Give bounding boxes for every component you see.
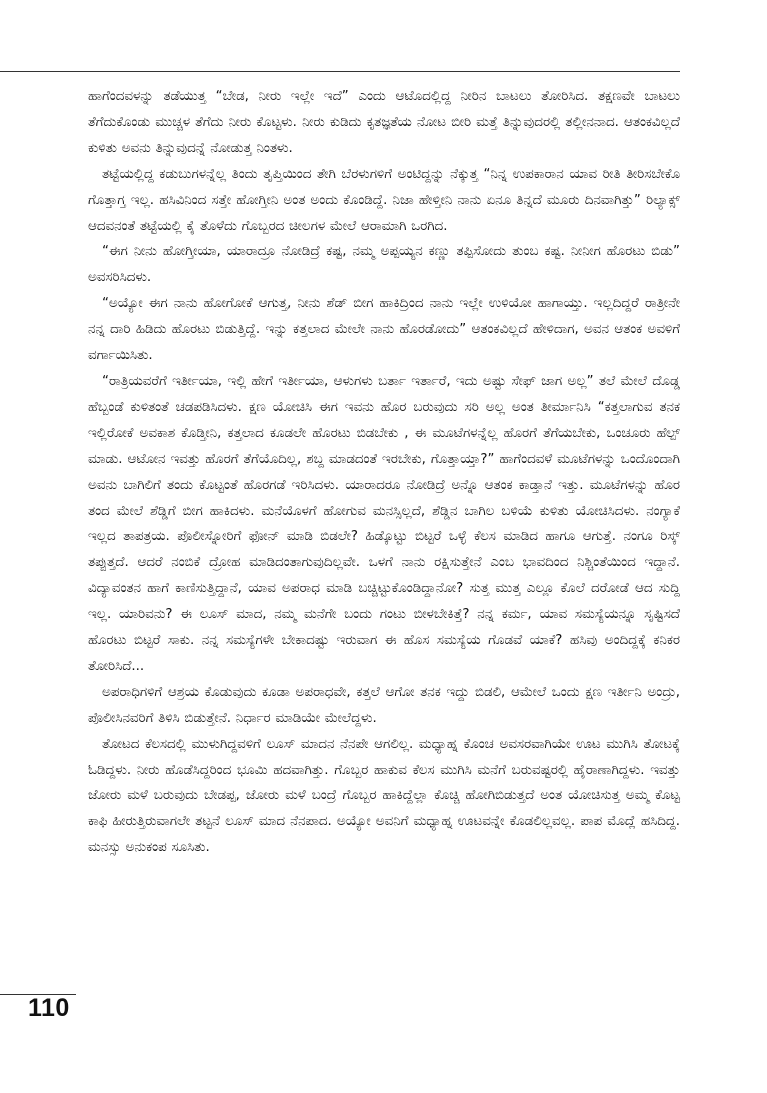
paragraph: ಹಾಗೆಂದವಳನ್ನು ತಡೆಯುತ್ತ “ಬೇಡ, ನೀರು ಇಲ್ಲೇ ಇದೆ” ಎಂದು ಆಟೊದಲ್ಲಿದ್ದ ನೀರಿನ ಬಾಟಲು ತೋರಿಸಿದ. ತಕ್ಷಣವೇ ಬಾಟಲು ತೆಗೆದುಕೊಂಡು ಮುಚ್ಚಳ ತೆಗೆದು ನೀರು ಕೊಟ್ಟಳು. ನೀರು ಕುಡಿದು ಕೃತಜ್ಞತೆಯ ನೋಟ ಬೀರಿ ಮತ್ತೆ ತಿನ್ನುವುದರಲ್ಲಿ ತಲ್ಲೀನನಾದ. ಆತಂಕವಿಲ್ಲದೆ ಕುಳಿತು ಅವನು ತಿನ್ನುವುದನ್ನೆ ನೋಡುತ್ತ ನಿಂತಳು. xyxy=(88,89,680,156)
body-text xyxy=(88,84,680,861)
paragraph: “ಅಯ್ಯೋ ಈಗ ನಾನು ಹೋಗೋಕೆ ಆಗುತ್ತ, ನೀನು ಶೆಡ್ ಬೀಗ ಹಾಕಿದ್ರಿಂದ ನಾನು ಇಲ್ಲೇ ಉಳಿಯೋ ಹಾಗಾಯ್ತು. ಇಲ್ಲದಿದ್ದರೆ ರಾತ್ರೀನೇ ನನ್ನ ದಾರಿ ಹಿಡಿದು ಹೊರಟು ಬಿಡುತ್ತಿದ್ದೆ. ಇನ್ನು ಕತ್ತಲಾದ ಮೇಲೇ ನಾನು ಹೊರಡೋದು” ಆತಂಕವಿಲ್ಲದೆ ಹೇಳಿದಾಗ, ಅವನ ಆತಂಕ ಅವಳಿಗೆ ವರ್ಗಾಯಿಸಿತು. xyxy=(88,296,680,364)
paragraph: “ಈಗ ನೀನು ಹೋಗ್ತೀಯಾ, ಯಾರಾದ್ರೂ ನೋಡಿದ್ರೆ ಕಷ್ಟ, ನಮ್ಮ ಅಪ್ಪಯ್ಯನ ಕಣ್ಣು ತಪ್ಪಿಸೋದು ತುಂಬ ಕಷ್ಟ. ನೀನೀಗ ಹೊರಟು ಬಿಡು” ಅವಸರಿಸಿದಳು. xyxy=(88,244,680,286)
page-number: 110 xyxy=(28,994,70,1022)
paragraph: “ರಾತ್ರಿಯವರೆಗೆ ಇರ್ತೀಯಾ, ಇಲ್ಲಿ ಹೇಗೆ ಇರ್ತೀಯಾ, ಆಳುಗಳು ಬರ್ತಾ ಇರ್ತಾರೆ, ಇದು ಅಷ್ಟು ಸೇಫ್ ಜಾಗ ಅಲ್ಲ” ತಲೆ ಮೇಲೆ ದೊಡ್ಡ ಹೆಬ್ಬಂಡೆ ಕುಳಿತಂತೆ ಚಡಪಡಿಸಿದಳು. ಕ್ಷಣ ಯೋಚಿಸಿ ಈಗ ಇವನು ಹೊರ ಬರುವುದು ಸರಿ ಅಲ್ಲ ಅಂತ ತೀರ್ಮಾನಿಸಿ “ಕತ್ತಲಾಗುವ ತನಕ ಇಲ್ಲಿರೋಕೆ ಅವಕಾಶ ಕೊಡ್ತೀನಿ, ಕತ್ತಲಾದ ಕೂಡಲೇ ಹೊರಟು ಬಿಡಬೇಕು , ಈ ಮೂಟೆಗಳನ್ನೆಲ್ಲ ಹೊರಗೆ ತೆಗೆಯಬೇಕು, ಒಂಚೂರು ಹೆಲ್ಪ್ ಮಾಡು. ಆಟೋನ ಇವತ್ತು ಹೊರಗೆ ತೆಗೆಯೊದಿಲ್ಲ, ಶಬ್ದ ಮಾಡದಂತೆ ಇರಬೇಕು, ಗೊತ್ತಾಯ್ತಾ?” ಹಾಗೆಂದವಳೆ ಮೂಟೆಗಳನ್ನು ಒಂದೊಂದಾಗಿ ಅವನು ಬಾಗಿಲಿಗೆ ತಂದು ಕೊಟ್ಟಂತೆ ಹೊರಗಡೆ ಇರಿಸಿದಳು. ಯಾರಾದರೂ ನೋಡಿದ್ರೆ ಅನ್ನೊ ಆತಂಕ ಕಾಡ್ತಾನೆ ಇತ್ತು. ಮೂಟೆಗಳನ್ನು ಹೊರ ತಂದ ಮೇಲೆ ಶೆಡ್ಡಿಗೆ ಬೀಗ ಹಾಕಿದಳು. ಮನೆಯೊಳಗೆ ಹೋಗುವ ಮನಸ್ಸಿಲ್ಲದೆ, ಶೆಡ್ಡಿನ ಬಾಗಿಲ ಬಳಿಯೆ ಕುಳಿತು ಯೋಚಿಸಿದಳು. ನಂಗ್ಯಾಕೆ ಇಲ್ಲದ ತಾಪತ್ರಯ. ಪೊಲೀಸ್ನೋರಿಗೆ ಫೋನ್ ಮಾಡಿ ಬಿಡಲೇ? ಹಿಡ್ಕೊಟ್ಟು ಬಿಟ್ಟರೆ ಒಳ್ಳೆ ಕೆಲಸ ಮಾಡಿದ ಹಾಗೂ ಆಗುತ್ತೆ. ನಂಗೂ ರಿಸ್ಕ್ ತಪ್ಪುತ್ತದೆ. ಆದರೆ ನಂಬಿಕೆ ದ್ರೋಹ ಮಾಡಿದಂತಾಗುವುದಿಲ್ಲವೇ. ಒಳಗೆ ನಾನು ರಕ್ಷಿಸುತ್ತೇನೆ ಎಂಬ ಭಾವದಿಂದ ನಿಶ್ಚಿಂತೆಯಿಂದ ಇದ್ದಾನೆ. ವಿದ್ಯಾವಂತನ ಹಾಗೆ ಕಾಣಿಸುತ್ತಿದ್ದಾನೆ, ಯಾವ ಅಪರಾಧ ಮಾಡಿ ಬಚ್ಚಿಟ್ಟುಕೊಂಡಿದ್ದಾನೋ? ಸುತ್ತ ಮುತ್ತ ಎಲ್ಲೂ ಕೊಲೆ ದರೋಡೆ ಆದ ಸುದ್ದಿ ಇಲ್ಲ. ಯಾರಿವನು? ಈ ಲೂಸ್ ಮಾದ, ನಮ್ಮ ಮನೆಗೇ ಬಂದು ಗಂಟು ಬೀಳಬೇಕಿತ್ತೆ? ನನ್ನ ಕರ್ಮ, ಯಾವ ಸಮಸ್ಯೆಯನ್ನೂ ಸೃಷ್ಟಿಸದೆ ಹೊರಟು ಬಿಟ್ಟರೆ ಸಾಕು. ನನ್ನ ಸಮಸ್ಯೆಗಳೇ ಬೇಕಾದಷ್ಟು ಇರುವಾಗ ಈ ಹೊಸ ಸಮಸ್ಯೆಯ ಗೊಡವೆ ಯಾಕೆ? ಹಸಿವು ಅಂದಿದ್ದಕ್ಕೆ ಕನಿಕರ ತೋರಿಸಿದೆ... xyxy=(88,373,680,674)
paragraph: ತಟ್ಟೆಯಲ್ಲಿದ್ದ ಕಡುಬುಗಳನ್ನೆಲ್ಲ ತಿಂದು ತೃಪ್ತಿಯಿಂದ ತೇಗಿ ಬೆರಳುಗಳಿಗೆ ಅಂಟಿದ್ದನ್ನು ನೆಕ್ಕುತ್ತ “ನಿನ್ನ ಉಪಕಾರಾನ ಯಾವ ರೀತಿ ತೀರಿಸಬೇಕೊ ಗೊತ್ತಾಗ್ತ ಇಲ್ಲ. ಹಸಿವಿನಿಂದ ಸತ್ತೇ ಹೋಗ್ತೀನಿ ಅಂತ ಅಂದು ಕೊಂಡಿದ್ದೆ. ನಿಜಾ ಹೇಳ್ತೀನಿ ನಾನು ಏನೂ ತಿನ್ನದೆ ಮೂರು ದಿನವಾಗಿತ್ತು” ರಿಲ್ಯಾಕ್ಸ್ ಆದವನಂತೆ ತಟ್ಟೆಯಲ್ಲಿ ಕೈ ತೊಳೆದು ಗೊಬ್ಬರದ ಚೀಲಗಳ ಮೇಲೆ ಆರಾಮಾಗಿ ಒರಗಿದ. xyxy=(88,166,680,234)
paragraph: ತೋಟದ ಕೆಲಸದಲ್ಲಿ ಮುಳುಗಿದ್ದವಳಿಗೆ ಲೂಸ್ ಮಾದನ ನೆನಪೇ ಆಗಲಿಲ್ಲ. ಮಧ್ಯಾಹ್ನ ಕೊಂಚ ಅವಸರವಾಗಿಯೇ ಊಟ ಮುಗಿಸಿ ತೋಟಕ್ಕೆ ಓಡಿದ್ದಳು. ನೀರು ಹೊಡೆಸಿದ್ದರಿಂದ ಭೂಮಿ ಹದವಾಗಿತ್ತು. ಗೊಬ್ಬರ ಹಾಕುವ ಕೆಲಸ ಮುಗಿಸಿ ಮನೆಗೆ ಬರುವಷ್ಟರಲ್ಲಿ ಹೈರಾಣಾಗಿದ್ದಳು. ಇವತ್ತು ಜೋರು ಮಳೆ ಬರುವುದು ಬೇಡಪ್ಪ, ಜೋರು ಮಳೆ ಬಂದ್ರೆ ಗೊಬ್ಬರ ಹಾಕಿದ್ದೆಲ್ಲಾ ಕೊಚ್ಚಿ ಹೋಗಿಬಿಡುತ್ತದೆ ಅಂತ ಯೋಚಿಸುತ್ತ ಅಮ್ಮ ಕೊಟ್ಟ ಕಾಫಿ ಹೀರುತ್ತಿರುವಾಗಲೇ ತಟ್ಟನೆ ಲೂಸ್ ಮಾದ ನೆನಪಾದ. ಅಯ್ಯೋ ಅವನಿಗೆ ಮಧ್ಯಾಹ್ನ ಊಟವನ್ನೇ ಕೊಡಲಿಲ್ಲವಲ್ಲ. ಪಾಪ ಮೊದ್ಲೆ ಹಸಿದಿದ್ದ. ಮನಸ್ಸು ಅನುಕಂಪ ಸೂಸಿತು. xyxy=(88,736,680,856)
paragraph: ಅಪರಾಧಿಗಳಿಗೆ ಆಶ್ರಯ ಕೊಡುವುದು ಕೂಡಾ ಅಪರಾಧವೇ, ಕತ್ತಲೆ ಆಗೋ ತನಕ ಇದ್ದು ಬಿಡಲಿ, ಆಮೇಲೆ ಒಂದು ಕ್ಷಣ ಇರ್ತೀನಿ ಅಂದ್ರು, ಪೊಲೀಸಿನವರಿಗೆ ತಿಳಿಸಿ ಬಿಡುತ್ತೇನೆ. ನಿರ್ಧಾರ ಮಾಡಿಯೇ ಮೇಲೆದ್ದಳು. xyxy=(88,684,680,726)
header-rule xyxy=(0,71,680,72)
